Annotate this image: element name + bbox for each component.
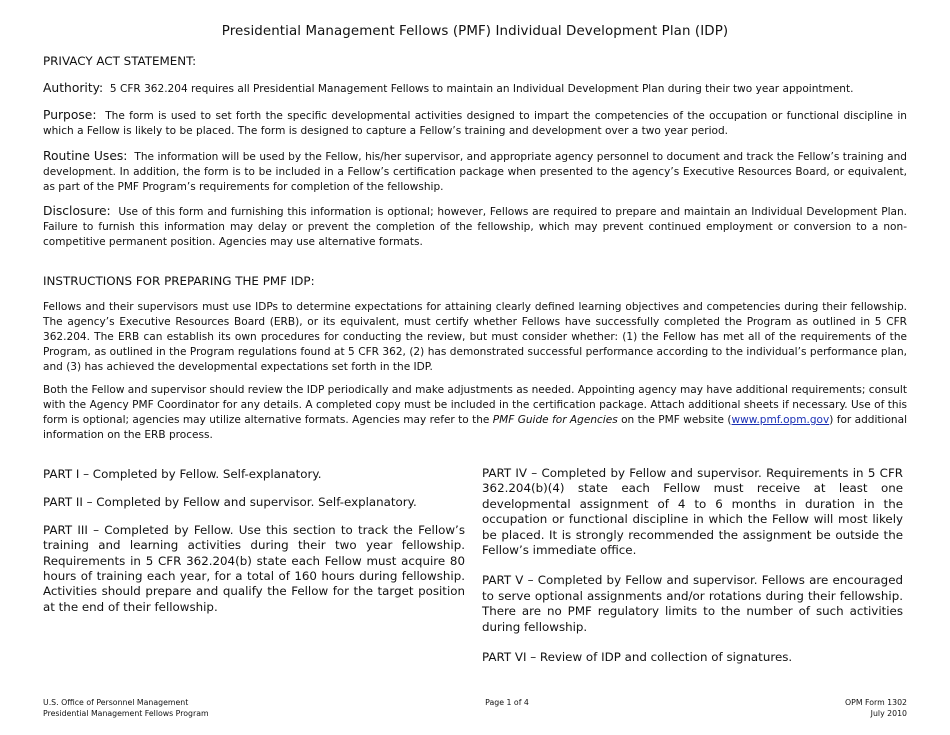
routine-uses-paragraph <box>43 149 907 195</box>
disclosure-text: Use of this form and furnishing this information is optional; however, Fellows are required to prepare and maintain an Individual Development Plan. Failure to furnish this information may delay or prevent the completion of the fellowship, which may prevent continued employment or conversion to a non-competitive permanent position. Agencies may use alternative formats. <box>43 206 907 248</box>
part-4-description: PART IV – Completed by Fellow and supervisor. Requirements in 5 CFR 362.204(b)(4) state each Fellow must receive at least one developmental assignment of 4 to 6 months in duration in the occupation or functional discipline in which the Fellow will most likely be placed. It is strongly recommended the assignment be outside the Fellow’s immediate office. <box>482 466 903 558</box>
footer-program: Presidential Management Fellows Program <box>43 708 209 718</box>
purpose-text: The form is used to set forth the specific developmental activities designed to impart the competencies of the occupation or functional discipline in which a Fellow is likely to be placed. The form is designed to capture a Fellow’s training and development over a two year period. <box>43 110 907 137</box>
instructions-heading: INSTRUCTIONS FOR PREPARING THE PMF IDP: <box>43 274 315 288</box>
pmf-guide-title: PMF Guide for Agencies <box>492 414 618 426</box>
footer-agency: U.S. Office of Personnel Management <box>43 698 189 707</box>
part-6-description: PART VI – Review of IDP and collection of signatures. <box>482 650 793 665</box>
instructions-paragraph-1: Fellows and their supervisors must use IDPs to determine expectations for attaining clearly defined learning objectives and competencies during their fellowship. The agency’s Executive Resources Board (ERB), or its equivalent, must certify whether Fellows have successfully completed the Program as outlined in 5 CFR 362.204. The ERB can establish its own procedures for conducting the review, but must consider whether: (1) the Fellow has met all of the requirements of the Program, as outlined in the Program regulations found at 5 CFR 362, (2) has demonstrated successful performance according to the individual’s performance plan, and (3) has achieved the developmental expectations set forth in the IDP. <box>43 301 907 373</box>
instructions-paragraph-2-end: ) for additional information on the ERB process. <box>43 414 907 441</box>
part-1-description: PART I – Completed by Fellow. Self-explanatory. <box>43 467 322 481</box>
parts-left-column <box>43 467 465 615</box>
routine-uses-text: The information will be used by the Fellow, his/her supervisor, and appropriate agency personnel to document and track the Fellow’s training and development. In addition, the form is to be included in a Fellow’s certification package when presented to the agency’s Executive Resources Board, or equivalent, as part of the PMF Program’s requirements for completion of the fellowship. <box>43 151 907 193</box>
purpose-paragraph <box>43 108 907 139</box>
part-3-description: PART III – Completed by Fellow. Use this section to track the Fellow’s training and learning activities during their two year fellowship. Requirements in 5 CFR 362.204(b) state each Fellow must acquire 80 hours of training each year, for a total of 160 hours during fellowship. Activities should prepare and qualify the Fellow for the target position at the end of their fellowship. <box>43 522 465 614</box>
part-2-description: PART II – Completed by Fellow and supervisor. Self-explanatory. <box>43 494 417 509</box>
pmf-website-link[interactable]: www.pmf.opm.gov <box>731 414 830 426</box>
parts-right-column <box>482 466 903 665</box>
instructions-paragraph-2-mid: on the PMF website ( <box>621 414 732 426</box>
part-5-description: PART V – Completed by Fellow and supervisor. Fellows are encouraged to serve optional assignments and/or rotations during their fellowship. There are no PMF regulatory limits to the number of such activities during fellowship. <box>482 573 903 634</box>
authority-label: Authority: <box>43 81 104 95</box>
footer-form-number: OPM Form 1302 <box>844 698 907 707</box>
instructions-paragraph-2 <box>43 383 907 443</box>
routine-uses-label: Routine Uses: <box>43 149 128 163</box>
footer-form-date: July 2010 <box>870 708 907 718</box>
instructions-paragraph-2-start: Both the Fellow and supervisor should review the IDP periodically and make adjustments as needed. Appointing agency may have additional requirements; consult with the Agency PMF Coordinator for any details. A completed copy must be included in the certification package. Attach additional sheets if necessary. Use of this form is optional; agencies may utilize alternative formats. Agencies may refer to the <box>43 384 907 426</box>
footer-page-number: Page 1 of 4 <box>485 698 529 707</box>
privacy-heading: PRIVACY ACT STATEMENT: <box>43 54 197 68</box>
document-title: Presidential Management Fellows (PMF) Individual Development Plan (IDP) <box>221 24 729 39</box>
disclosure-label: Disclosure: <box>43 204 111 218</box>
disclosure-paragraph <box>43 204 907 250</box>
authority-text: 5 CFR 362.204 requires all Presidential Management Fellows to maintain an Individual Development Plan during their two year appointment. <box>109 83 854 95</box>
authority-paragraph <box>43 81 907 97</box>
purpose-label: Purpose: <box>43 108 97 122</box>
footer-right <box>845 698 907 719</box>
